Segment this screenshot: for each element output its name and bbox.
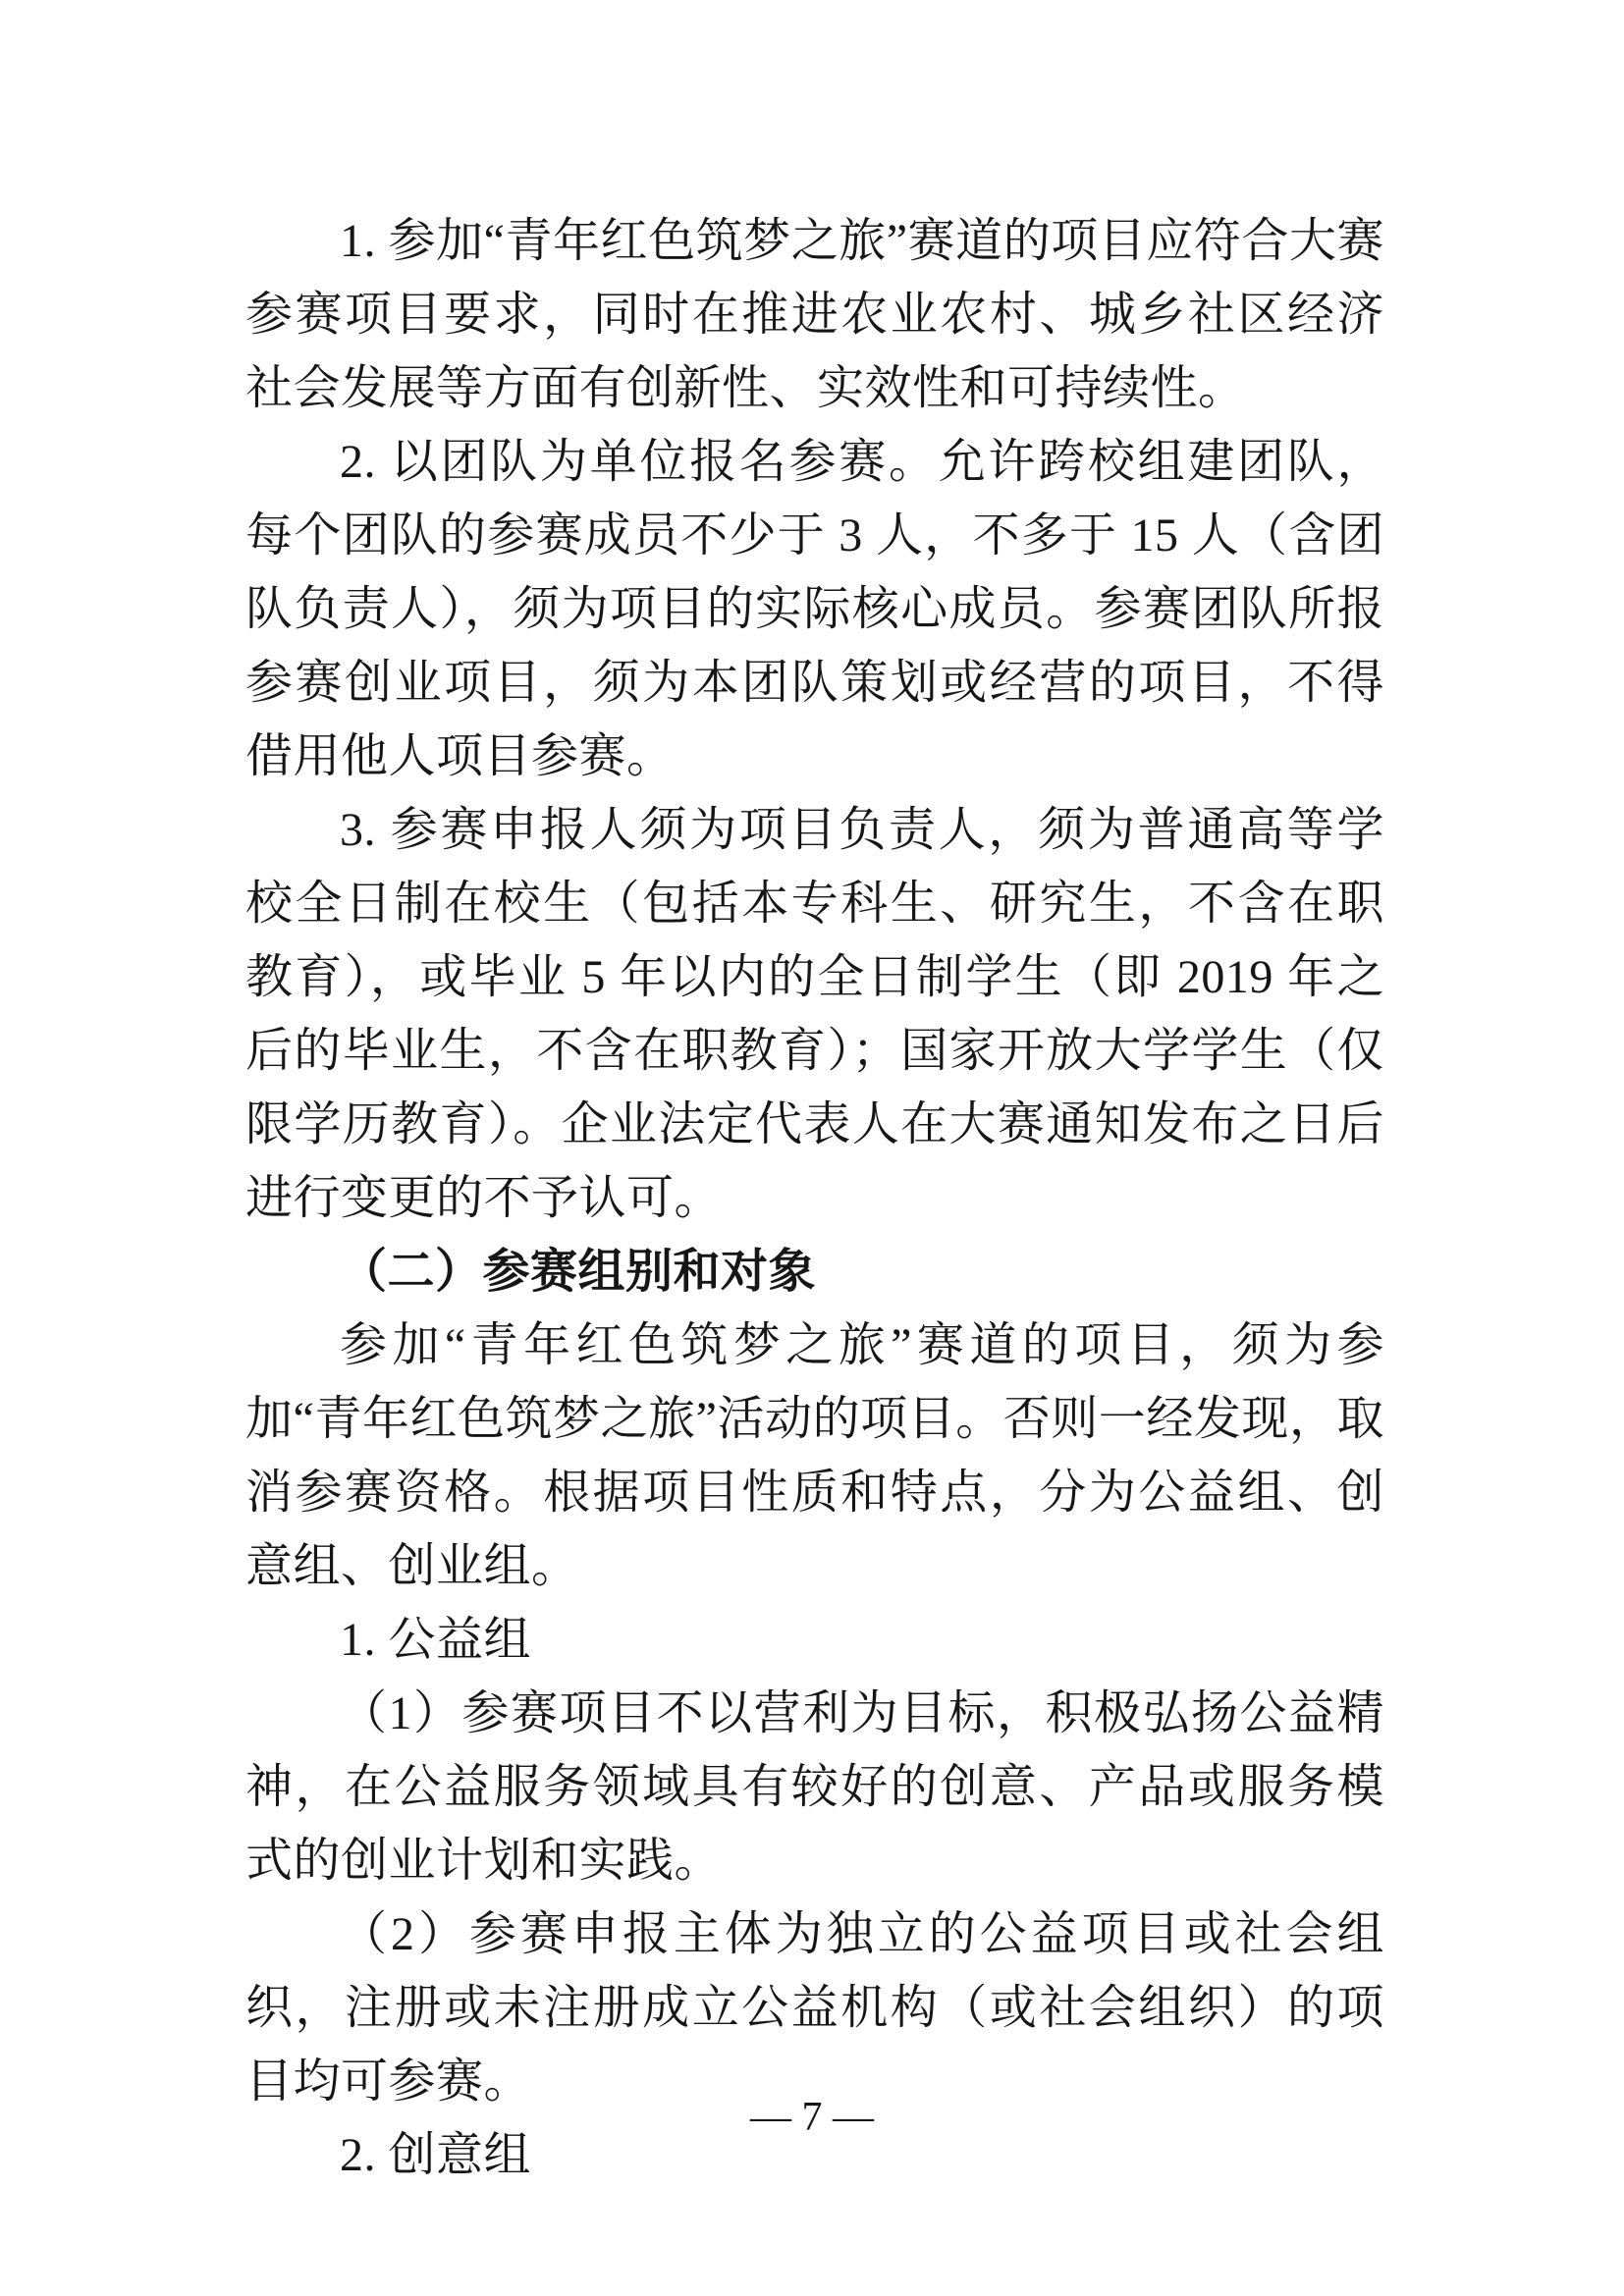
paragraph: 2. 以团队为单位报名参赛。允许跨校组建团队，每个团队的参赛成员不少于 3 人，不多于 15 人（含团队负责人），须为项目的实际核心成员。参赛团队所报参赛创业项目，须为本团队策划或经营的项目，不得借用他人项目参赛。 xyxy=(245,436,1384,782)
section-heading: （二）参赛组别和对象 xyxy=(340,1246,817,1298)
page-number: — 7 — xyxy=(750,2095,874,2140)
document-body xyxy=(245,204,1384,2192)
page-footer xyxy=(0,2083,1624,2152)
paragraph: （1）参赛项目不以营利为目标，积极弘扬公益精神，在公益服务领域具有较好的创意、产品或服务模式的创业计划和实践。 xyxy=(245,1687,1384,1887)
paragraph: 1. 公益组 xyxy=(340,1614,532,1666)
paragraph: 3. 参赛申报人须为项目负责人，须为普通高等学校全日制在校生（包括本专科生、研究生，不含在职教育），或毕业 5 年以内的全日制学生（即 2019 年之后的毕业生，不含在职教育）；国家开放大学学生（仅限学历教育）。企业法定代表人在大赛通知发布之日后进行变更的不予认可。 xyxy=(245,804,1384,1224)
paragraph: 1. 参加“青年红色筑梦之旅”赛道的项目应符合大赛参赛项目要求，同时在推进农业农村、城乡社区经济社会发展等方面有创新性、实效性和可持续性。 xyxy=(245,215,1384,414)
paragraph: （2）参赛申报主体为独立的公益项目或社会组织，注册或未注册成立公益机构（或社会组织）的项目均可参赛。 xyxy=(245,1908,1384,2108)
paragraph: 2. 创意组 xyxy=(340,2129,532,2181)
paragraph: 参加“青年红色筑梦之旅”赛道的项目，须为参加“青年红色筑梦之旅”活动的项目。否则一经发现，取消参赛资格。根据项目性质和特点，分为公益组、创意组、创业组。 xyxy=(245,1319,1384,1592)
